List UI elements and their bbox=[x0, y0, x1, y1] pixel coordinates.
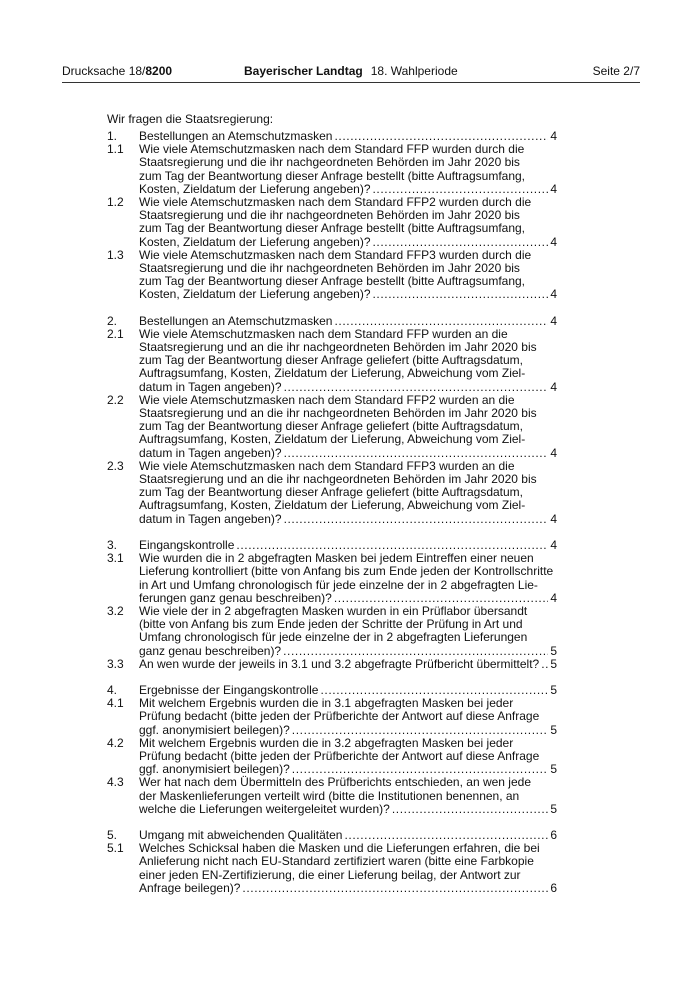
question-number: 3.2 bbox=[107, 603, 124, 618]
institution-period bbox=[244, 62, 458, 80]
toc-line-text: Bestellungen an Atemschutzmasken bbox=[139, 129, 333, 143]
dot-leader bbox=[284, 381, 549, 394]
toc-leader-line bbox=[139, 381, 557, 394]
toc-question bbox=[107, 143, 557, 196]
toc-line-text: Anfrage beilegen)? bbox=[139, 880, 241, 895]
question-text-line: Umfang chronologisch für jede einzelne der in 2 abgefragten Lieferungen bbox=[139, 630, 528, 645]
legislative-period: 18. Wahlperiode bbox=[370, 64, 458, 78]
toc-page-number: 4 bbox=[550, 511, 557, 526]
toc-page-number: 5 bbox=[550, 656, 557, 671]
question-text-line: zum Tag der Beantwortung dieser Anfrage geliefert (bitte Auftragsdatum, bbox=[139, 419, 523, 434]
question-number: 2.1 bbox=[107, 326, 124, 341]
toc-line-text: ganz genau beschreiben)? bbox=[139, 643, 282, 658]
toc-line-text: ggf. anonymisiert beilegen)? bbox=[139, 722, 290, 737]
toc-line-text: datum in Tagen angeben)? bbox=[139, 379, 282, 394]
question-text-line: Wie viele Atemschutzmasken nach dem Standard FFP wurden an die bbox=[139, 326, 508, 341]
question-text-line: Mit welchem Ergebnis wurden die in 3.2 abgefragten Masken bei jeder bbox=[139, 735, 514, 750]
toc-page-number: 4 bbox=[550, 287, 557, 302]
toc-leader-line bbox=[139, 513, 557, 526]
toc-page-number: 4 bbox=[550, 379, 557, 394]
toc-line-text: datum in Tagen angeben)? bbox=[139, 511, 282, 526]
toc-line-text: An wen wurde der jeweils in 3.1 und 3.2 abgefragte Prüfbericht übermittelt? bbox=[139, 656, 540, 671]
question-text-line: Anlieferung nicht nach EU-Standard zertifiziert waren (bitte eine Farbkopie bbox=[139, 854, 534, 869]
question-text-line: Welches Schicksal haben die Masken und die Lieferungen erfahren, die bei bbox=[139, 841, 540, 856]
toc-leader-line bbox=[139, 645, 557, 658]
section-spacer bbox=[107, 816, 557, 829]
toc-line-text: Umgang mit abweichenden Qualitäten bbox=[139, 827, 343, 842]
toc-leader-line bbox=[139, 236, 557, 249]
question-text-line: Staatsregierung und an die ihr nachgeordneten Behörden im Jahr 2020 bis bbox=[139, 406, 537, 421]
toc-question bbox=[107, 605, 557, 658]
toc-question bbox=[107, 552, 557, 605]
question-text-line: zum Tag der Beantwortung dieser Anfrage geliefert (bitte Auftragsdatum, bbox=[139, 353, 523, 368]
toc-question bbox=[107, 394, 557, 460]
toc-line-text: Kosten, Zieldatum der Lieferung angeben)? bbox=[139, 181, 371, 196]
toc-leader-line bbox=[139, 882, 557, 895]
table-of-contents bbox=[107, 130, 557, 895]
toc-page-number: 5 bbox=[550, 762, 557, 777]
question-number: 3.1 bbox=[107, 551, 124, 566]
toc-page-number: 5 bbox=[550, 801, 557, 816]
toc-line-text: datum in Tagen angeben)? bbox=[139, 445, 282, 460]
dot-leader bbox=[334, 592, 548, 605]
question-text-line: Staatsregierung und die ihr nachgeordneten Behörden im Jahr 2020 bis bbox=[139, 261, 520, 276]
question-text-line: Mit welchem Ergebnis wurden die in 3.1 abgefragten Masken bei jeder bbox=[139, 696, 514, 711]
toc-leader-line bbox=[139, 658, 557, 671]
question-number: 1.2 bbox=[107, 195, 124, 210]
toc-leader-line bbox=[139, 315, 557, 328]
page-number: Seite 2/7 bbox=[592, 64, 640, 78]
question-text-line: Lieferung kontrolliert (bitte von Anfang bis zum Ende jeden der Kontrollschritte bbox=[139, 564, 554, 579]
question-text-line: Auftragsumfang, Kosten, Zieldatum der Lieferung, Abweichung vom Ziel- bbox=[139, 432, 526, 447]
dot-leader bbox=[284, 513, 549, 526]
page-header bbox=[62, 62, 640, 80]
dot-leader bbox=[334, 315, 548, 328]
section-spacer bbox=[107, 671, 557, 684]
dot-leader bbox=[292, 724, 549, 737]
question-text-line: Wie viele Atemschutzmasken nach dem Standard FFP2 wurden an die bbox=[139, 392, 515, 407]
question-text-line: Wie viele Atemschutzmasken nach dem Standard FFP wurden durch die bbox=[139, 142, 525, 157]
toc-question bbox=[107, 776, 557, 816]
question-text-line: zum Tag der Beantwortung dieser Anfrage bestellt (bitte Auftragsumfang, bbox=[139, 221, 526, 236]
toc-page-number: 4 bbox=[550, 313, 557, 328]
toc-leader-line bbox=[139, 803, 557, 816]
question-text-line: zum Tag der Beantwortung dieser Anfrage geliefert (bitte Auftragsdatum, bbox=[139, 485, 523, 500]
toc-page-number: 6 bbox=[550, 880, 557, 895]
question-text-line: einer jeden EN-Zertifizierung, die einer Lieferung beilag, der Antwort zur bbox=[139, 867, 521, 882]
question-text-line: in Art und Umfang chronologisch für jede einzelne der in 2 abgefragten Lie- bbox=[139, 577, 538, 592]
toc-question bbox=[107, 697, 557, 737]
toc-question bbox=[107, 249, 557, 302]
toc-page-number: 4 bbox=[550, 234, 557, 249]
document-number: Drucksache 18/8200 bbox=[62, 64, 173, 78]
question-text-line: Staatsregierung und die ihr nachgeordneten Behörden im Jahr 2020 bis bbox=[139, 208, 520, 223]
question-number: 3.3 bbox=[107, 656, 124, 671]
section-spacer bbox=[107, 526, 557, 539]
toc-question bbox=[107, 328, 557, 394]
toc-question bbox=[107, 658, 557, 671]
question-text-line: Auftragsumfang, Kosten, Zieldatum der Lieferung, Abweichung vom Ziel- bbox=[139, 366, 526, 381]
toc-page-number: 5 bbox=[550, 643, 557, 658]
question-number: 2.2 bbox=[107, 392, 124, 407]
toc-line-text: Eingangskontrolle bbox=[139, 537, 235, 552]
question-text-line: Wie viele der in 2 abgefragten Masken wurden in ein Prüflabor übersandt bbox=[139, 603, 528, 618]
section-number: 2. bbox=[107, 313, 118, 328]
question-text-line: Prüfung bedacht (bitte jeden der Prüfberichte der Antwort auf diese Anfrage bbox=[139, 748, 540, 763]
toc-question bbox=[107, 196, 557, 249]
toc-line-text: welche die Lieferungen weitergeleitet wurden)? bbox=[139, 801, 390, 816]
toc-leader-line bbox=[139, 288, 557, 301]
question-text-line: Staatsregierung und die ihr nachgeordneten Behörden im Jahr 2020 bis bbox=[139, 155, 520, 170]
toc-question bbox=[107, 737, 557, 777]
intro-text: Wir fragen die Staatsregierung: bbox=[107, 112, 274, 126]
dot-leader bbox=[392, 803, 548, 816]
question-number: 1.3 bbox=[107, 247, 124, 262]
toc-page-number: 4 bbox=[550, 181, 557, 196]
question-text-line: Staatsregierung und an die ihr nachgeordneten Behörden im Jahr 2020 bis bbox=[139, 472, 537, 487]
toc-leader-line bbox=[139, 724, 557, 737]
section-number: 1. bbox=[107, 129, 118, 143]
dot-leader bbox=[284, 447, 549, 460]
question-text-line: der Maskenlieferungen verteilt wird (bitte die Institutionen benennen, an bbox=[139, 788, 520, 803]
toc-question bbox=[107, 842, 557, 895]
toc-line-text: Ergebnisse der Eingangskontrolle bbox=[139, 682, 319, 697]
toc-page-number: 4 bbox=[550, 590, 557, 605]
question-number: 1.1 bbox=[107, 142, 124, 157]
toc-page-number: 6 bbox=[550, 827, 557, 842]
section-number: 4. bbox=[107, 682, 118, 697]
toc-question bbox=[107, 460, 557, 526]
question-text-line: Auftragsumfang, Kosten, Zieldatum der Lieferung, Abweichung vom Ziel- bbox=[139, 498, 526, 513]
toc-leader-line bbox=[139, 447, 557, 460]
toc-leader-line bbox=[139, 592, 557, 605]
section-spacer bbox=[107, 302, 557, 315]
toc-page-number: 4 bbox=[550, 129, 557, 143]
dot-leader bbox=[283, 645, 548, 658]
question-text-line: Wie viele Atemschutzmasken nach dem Standard FFP3 wurden durch die bbox=[139, 247, 532, 262]
question-number: 4.3 bbox=[107, 775, 124, 790]
toc-line-text: ggf. anonymisiert beilegen)? bbox=[139, 762, 290, 777]
toc-page-number: 4 bbox=[550, 445, 557, 460]
header-divider bbox=[62, 82, 640, 83]
question-number: 4.2 bbox=[107, 735, 124, 750]
dot-leader bbox=[242, 882, 548, 895]
toc-section-heading bbox=[107, 315, 557, 328]
section-number: 3. bbox=[107, 537, 118, 552]
question-text-line: Wie wurden die in 2 abgefragten Masken bei jedem Eintreffen einer neuen bbox=[139, 551, 534, 566]
question-number: 5.1 bbox=[107, 841, 124, 856]
question-number: 4.1 bbox=[107, 696, 124, 711]
question-text-line: zum Tag der Beantwortung dieser Anfrage bestellt (bitte Auftragsumfang, bbox=[139, 168, 526, 183]
toc-line-text: Kosten, Zieldatum der Lieferung angeben)? bbox=[139, 234, 371, 249]
institution-name: Bayerischer Landtag bbox=[244, 64, 363, 78]
question-text-line: Wer hat nach dem Übermitteln des Prüfberichts entschieden, an wen jede bbox=[139, 775, 531, 790]
toc-page-number: 5 bbox=[550, 722, 557, 737]
question-text-line: Wie viele Atemschutzmasken nach dem Standard FFP2 wurden durch die bbox=[139, 195, 532, 210]
toc-page-number: 4 bbox=[550, 537, 557, 552]
section-number: 5. bbox=[107, 827, 118, 842]
toc-line-text: Kosten, Zieldatum der Lieferung angeben)? bbox=[139, 287, 371, 302]
question-number: 2.3 bbox=[107, 458, 124, 473]
toc-page-number: 5 bbox=[550, 682, 557, 697]
question-text-line: Prüfung bedacht (bitte jeden der Prüfberichte der Antwort auf diese Anfrage bbox=[139, 709, 540, 724]
question-text-line: (bitte von Anfang bis zum Ende jeden der Schritte der Prüfung in Art und bbox=[139, 617, 523, 632]
toc-line-text: ferungen ganz genau beschreiben)? bbox=[139, 590, 332, 605]
dot-leader bbox=[541, 658, 548, 671]
dot-leader bbox=[373, 288, 549, 301]
question-text-line: Wie viele Atemschutzmasken nach dem Standard FFP3 wurden an die bbox=[139, 458, 515, 473]
question-text-line: zum Tag der Beantwortung dieser Anfrage bestellt (bitte Auftragsumfang, bbox=[139, 274, 526, 289]
question-text-line: Staatsregierung und an die ihr nachgeordneten Behörden im Jahr 2020 bis bbox=[139, 340, 537, 355]
toc-line-text: Bestellungen an Atemschutzmasken bbox=[139, 313, 333, 328]
dot-leader bbox=[373, 236, 549, 249]
